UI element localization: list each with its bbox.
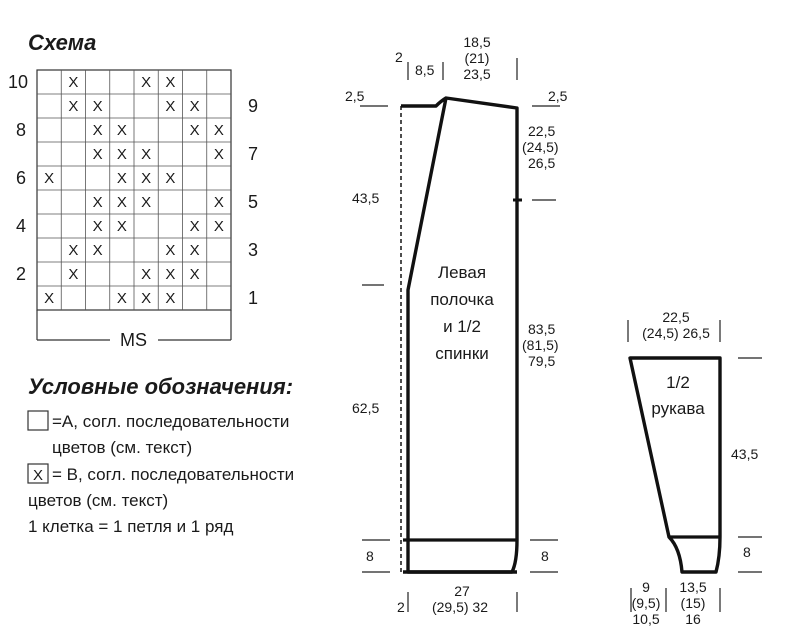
dim-shoulder-w-3: 23,5 [463, 66, 491, 82]
sleeve-dim-cuff: 8 [743, 544, 751, 560]
chart-cell-x: X [116, 290, 127, 307]
dim-shoulder-w-1: 18,5 [463, 34, 491, 50]
row-label-2: 2 [16, 264, 27, 284]
colorwork-chart [37, 70, 231, 350]
chart-cell-x: X [189, 242, 200, 259]
row-label-5: 5 [248, 192, 259, 212]
sleeve-dim-br-2: (15) [680, 595, 706, 611]
chart-cell-x: X [189, 218, 200, 235]
chart-cell-x: X [44, 170, 55, 187]
sleeve-label-1: 1/2 [666, 373, 690, 392]
front-piece [401, 98, 517, 572]
dim-neck-drop: 2 [395, 49, 403, 65]
sleeve-dim-bl-2: (9,5) [631, 595, 661, 611]
chart-cell-x: X [92, 146, 103, 163]
legend-note: 1 клетка = 1 петля и 1 ряд [28, 517, 234, 536]
sleeve-dimension-ticks [628, 320, 762, 612]
chart-cell-x: X [92, 218, 103, 235]
repeat-label: MS [120, 330, 147, 350]
chart-cell-x: X [116, 146, 127, 163]
legend-empty-cell [28, 411, 48, 430]
chart-cell-x: X [116, 218, 127, 235]
chart-cell-x: X [165, 266, 176, 283]
chart-cell-x: X [213, 122, 224, 139]
sleeve-label-2: рукава [651, 399, 705, 418]
chart-cell-x: X [141, 146, 152, 163]
chart-cell-x: X [116, 194, 127, 211]
legend-x-symbol: X [33, 467, 44, 484]
row-label-8: 8 [16, 120, 27, 140]
row-label-7: 7 [248, 144, 259, 164]
chart-cell-x: X [116, 122, 127, 139]
legend-a-line1: =А, согл. последовательности [52, 412, 290, 431]
chart-cell-x: X [141, 74, 152, 91]
chart-cell-x: X [68, 74, 79, 91]
sleeve-dim-top-1: 22,5 [662, 309, 690, 325]
chart-cell-x: X [213, 146, 224, 163]
front-label-2: полочка [430, 290, 494, 309]
row-label-9: 9 [248, 96, 259, 116]
chart-cell-x: X [165, 290, 176, 307]
row-label-6: 6 [16, 168, 27, 188]
legend-title: Условные обозначения: [28, 374, 294, 399]
front-label-4: спинки [435, 344, 489, 363]
row-label-4: 4 [16, 216, 27, 236]
dim-lower-left: 62,5 [352, 400, 380, 416]
chart-cell-x: X [68, 266, 79, 283]
sleeve-dim-br-1: 13,5 [679, 579, 707, 595]
dim-bottom-w-1: 27 [454, 583, 470, 599]
chart-cell-x: X [189, 98, 200, 115]
sleeve-dim-length: 43,5 [731, 446, 759, 462]
chart-cell-x: X [141, 290, 152, 307]
chart-cell-x: X [165, 242, 176, 259]
dim-total-1: 83,5 [528, 321, 556, 337]
dim-neck-left: 2,5 [345, 88, 365, 104]
chart-cell-x: X [116, 170, 127, 187]
chart-cell-x: X [189, 266, 200, 283]
dim-shoulder-right: 2,5 [548, 88, 568, 104]
chart-cell-x: X [213, 194, 224, 211]
chart-cell-x: X [68, 98, 79, 115]
chart-cell-x: X [68, 242, 79, 259]
chart-cell-x: X [165, 98, 176, 115]
chart-cell-x: X [189, 122, 200, 139]
dim-total-2: (81,5) [522, 337, 559, 353]
dim-armhole-3: 26,5 [528, 155, 556, 171]
dim-band-right: 8 [541, 548, 549, 564]
sleeve-dim-bl-3: 10,5 [632, 611, 660, 627]
sleeve-dim-top-2: (24,5) 26,5 [642, 325, 710, 341]
chart-cell-x: X [141, 266, 152, 283]
row-label-1: 1 [248, 288, 259, 308]
row-label-10: 10 [8, 72, 29, 92]
chart-cell-x: X [141, 194, 152, 211]
dim-armhole-1: 22,5 [528, 123, 556, 139]
dim-hem-offset: 2 [397, 599, 405, 615]
chart-cell-x: X [165, 74, 176, 91]
dim-upper-left: 43,5 [352, 190, 380, 206]
chart-cell-x: X [92, 242, 103, 259]
sleeve-dim-bl-1: 9 [642, 579, 650, 595]
dim-armhole-2: (24,5) [522, 139, 559, 155]
dim-bottom-w-2: (29,5) 32 [431, 599, 489, 615]
chart-cell-x: X [44, 290, 55, 307]
legend-b-line2: цветов (см. текст) [28, 491, 169, 510]
chart-cell-x: X [92, 194, 103, 211]
chart-cell-x: X [92, 122, 103, 139]
dim-total-3: 79,5 [528, 353, 556, 369]
chart-cell-x: X [165, 170, 176, 187]
dim-band-left: 8 [366, 548, 374, 564]
legend-a-line2: цветов (см. текст) [52, 438, 193, 457]
scheme-title: Схема [28, 30, 97, 55]
dim-shoulder-w-2: (21) [464, 50, 490, 66]
chart-cell-x: X [213, 218, 224, 235]
front-label-1: Левая [437, 263, 487, 282]
sleeve-piece [630, 358, 720, 572]
dim-shoulder-offset: 8,5 [415, 62, 435, 78]
row-label-3: 3 [248, 240, 259, 260]
chart-cell-x: X [141, 170, 152, 187]
legend-b-line1: = В, согл. последовательности [52, 465, 295, 484]
chart-grid-lines [37, 70, 231, 310]
sleeve-dim-br-3: 16 [685, 611, 701, 627]
front-label-3: и 1/2 [443, 317, 481, 336]
chart-cell-x: X [92, 98, 103, 115]
